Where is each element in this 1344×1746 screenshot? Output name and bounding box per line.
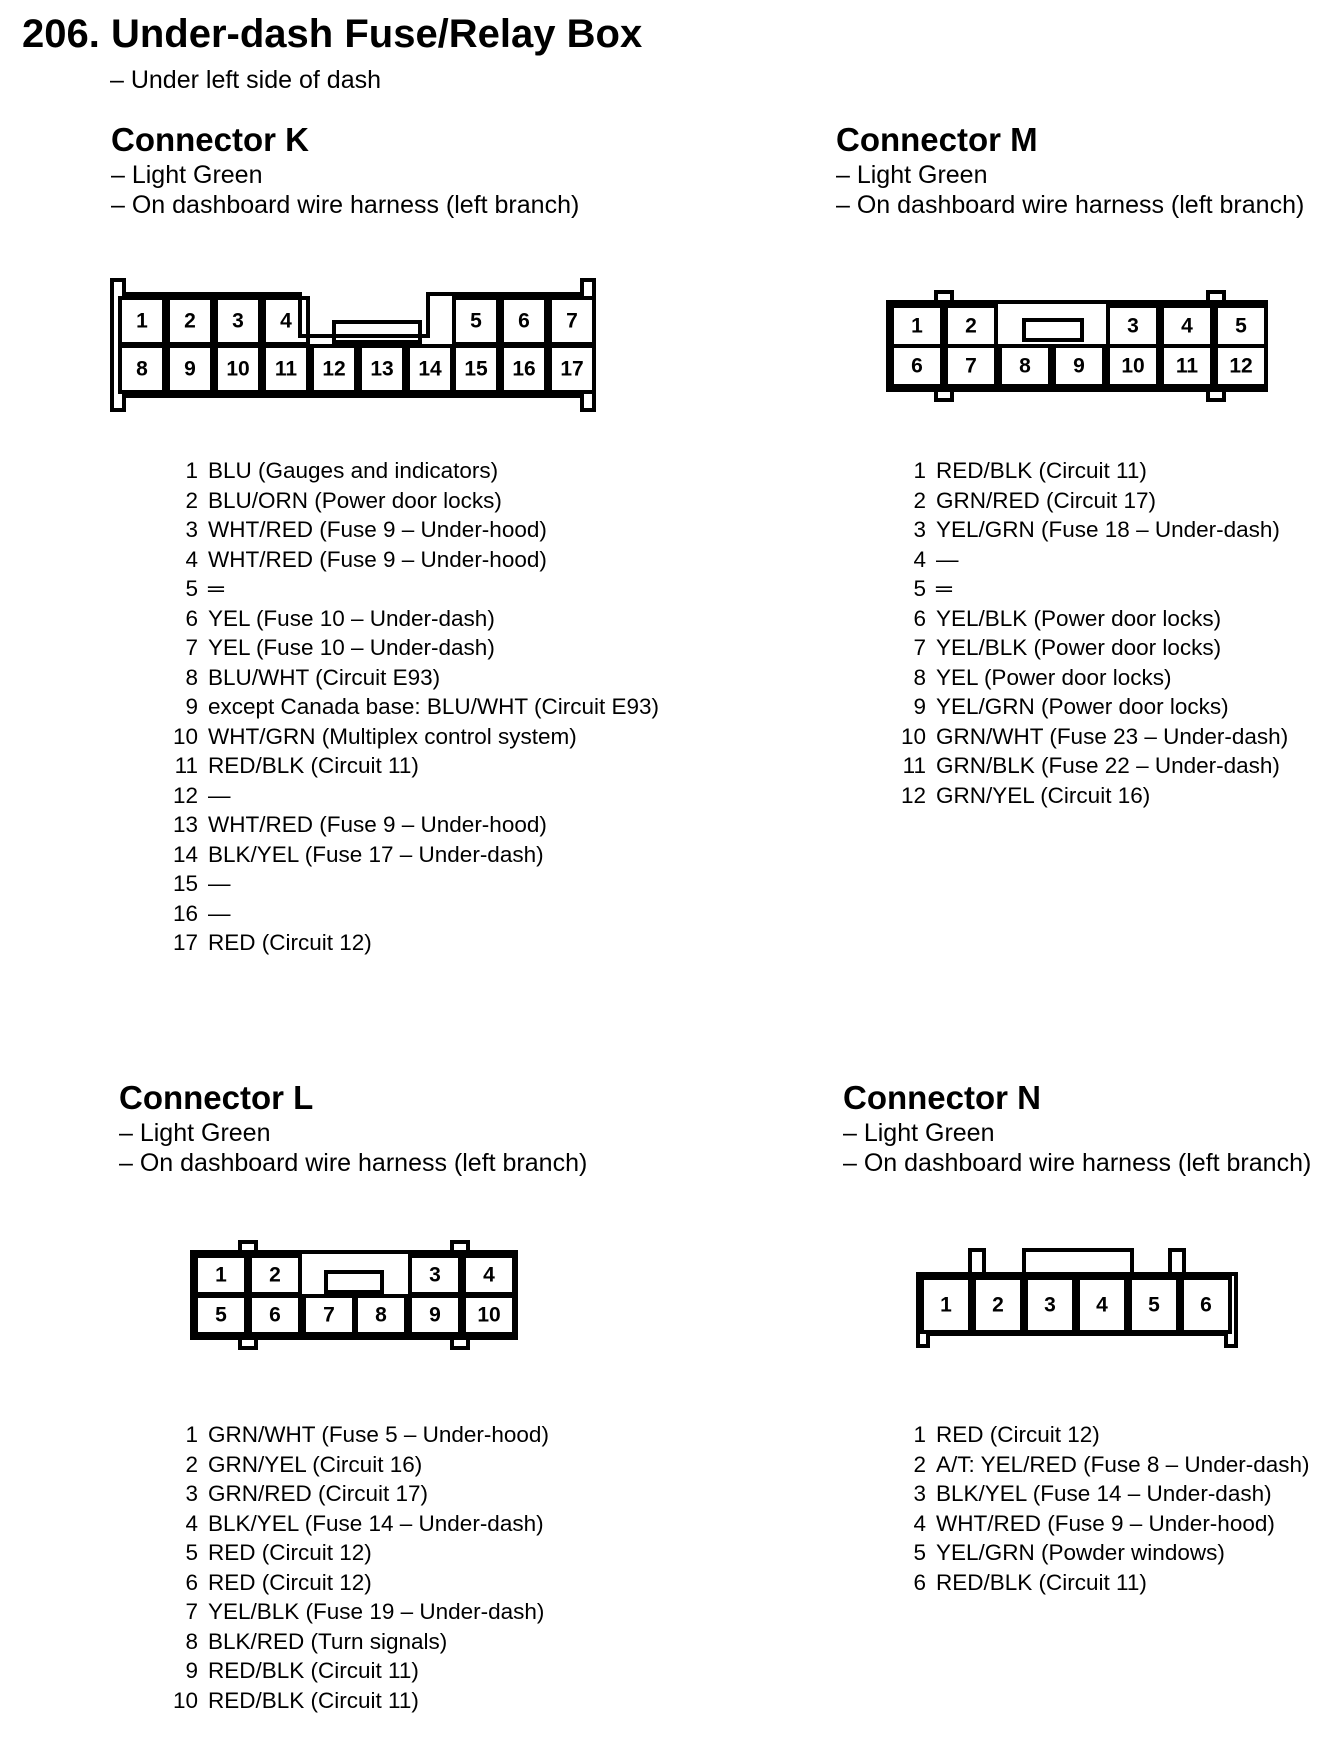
connector-k-pin-label: 7 (566, 309, 578, 333)
connector-k-pin-list (168, 456, 659, 958)
connector-l-pin-label: 10 (477, 1303, 501, 1327)
pin-item: 7 YEL (Fuse 10 – Under-dash) (185, 635, 495, 660)
pin-item: 4 — (913, 546, 959, 572)
pin-item: 7 YEL/BLK (Power door locks) (913, 635, 1222, 660)
connector-k-pin-label: 16 (512, 357, 536, 381)
pin-item: 2 BLU/ORN (Power door locks) (185, 487, 502, 513)
connector-l-harness: – On dashboard wire harness (left branch) (119, 1149, 588, 1177)
connector-l-section (119, 1078, 587, 1178)
pin-item: 4 WHT/RED (Fuse 9 – Under-hood) (185, 546, 547, 572)
connector-n-color: – Light Green (843, 1119, 995, 1147)
pin-item: 13 WHT/RED (Fuse 9 – Under-hood) (172, 812, 547, 837)
pin-item: 1 GRN/WHT (Fuse 5 – Under-hood) (185, 1422, 549, 1447)
pin-item: 6 YEL (Fuse 10 – Under-dash) (185, 605, 495, 631)
connector-m-lock-tab (1024, 320, 1082, 340)
page-title: 206. Under-dash Fuse/Relay Box (22, 12, 643, 56)
connector-l-latch (452, 1336, 468, 1348)
pin-item: 1 BLU (Gauges and indicators) (185, 458, 499, 483)
location-note: – Under left side of dash (110, 66, 381, 94)
pin-item: 9 except Canada base: BLU/WHT (Circuit E93) (185, 694, 660, 719)
connector-m-pin-label: 3 (1127, 314, 1139, 338)
pin-item: 3 YEL/GRN (Fuse 18 – Under-dash) (913, 517, 1280, 542)
connector-k-pin-label: 8 (136, 357, 148, 381)
connector-k-pin-label: 6 (518, 309, 530, 333)
pin-item: 10 WHT/GRN (Multiplex control system) (172, 723, 577, 749)
pin-item: 15 — (172, 871, 231, 896)
pin-item: 12 — (172, 782, 231, 808)
connector-m-latch (1208, 292, 1224, 304)
connector-k-color: – Light Green (111, 161, 263, 189)
connector-n-title: Connector N (843, 1079, 1041, 1116)
pin-item: 9 YEL/GRN (Power door locks) (913, 694, 1229, 719)
connector-l-diagram (188, 1236, 520, 1354)
pin-item: 6 RED (Circuit 12) (185, 1569, 372, 1595)
connector-l-pin-list (168, 1420, 549, 1715)
connector-l-pin-label: 4 (483, 1263, 495, 1287)
pin-item: 1 RED (Circuit 12) (913, 1422, 1100, 1447)
connector-m-harness: – On dashboard wire harness (left branch) (836, 191, 1305, 219)
connector-m-title: Connector M (836, 121, 1038, 158)
pin-item: 16 — (172, 900, 231, 926)
connector-l-pin-label: 9 (429, 1303, 441, 1327)
connector-m-latch (936, 292, 952, 304)
pin-item: 4 BLK/YEL (Fuse 14 – Under-dash) (185, 1510, 544, 1536)
pin-item: 8 BLU/WHT (Circuit E93) (185, 664, 441, 690)
connector-n-pin-label: 2 (992, 1293, 1004, 1317)
pin-item: 12 GRN/YEL (Circuit 16) (900, 782, 1151, 808)
connector-k-pin-label: 9 (184, 357, 196, 381)
connector-m-section (836, 120, 1304, 220)
connector-k-pin-label: 3 (232, 309, 244, 333)
connector-n-pin-list (896, 1420, 1310, 1597)
connector-l-latch (240, 1242, 256, 1254)
connector-l-pin-label: 8 (375, 1303, 387, 1327)
connector-m-pin-label: 10 (1121, 354, 1145, 378)
connector-k-pin-label: 4 (280, 309, 292, 333)
pin-item: 10 RED/BLK (Circuit 11) (172, 1687, 419, 1713)
connector-n-pin-label: 6 (1200, 1293, 1212, 1317)
connector-n-pin-label: 1 (940, 1293, 952, 1317)
connector-m-pin-label: 4 (1181, 314, 1193, 338)
connector-l-pin-label: 2 (269, 1263, 281, 1287)
pin-item: 2 GRN/RED (Circuit 17) (913, 487, 1157, 513)
pin-item: 1 RED/BLK (Circuit 11) (913, 458, 1147, 483)
pin-item: 4 WHT/RED (Fuse 9 – Under-hood) (913, 1510, 1275, 1536)
connector-l-latch (452, 1242, 468, 1254)
connector-m-pin-label: 8 (1019, 354, 1031, 378)
connector-m-pin-label: 1 (911, 314, 923, 338)
pin-item: 14 BLK/YEL (Fuse 17 – Under-dash) (172, 841, 544, 867)
pin-item: 3 WHT/RED (Fuse 9 – Under-hood) (185, 517, 547, 542)
connector-k-pin-label: 14 (418, 357, 442, 381)
connector-m-pin-label: 11 (1175, 354, 1199, 378)
connector-k-harness: – On dashboard wire harness (left branch) (111, 191, 580, 219)
connector-m-pin-label: 9 (1073, 354, 1085, 378)
connector-l-pin-label: 7 (323, 1303, 335, 1327)
connector-n-diagram (914, 1246, 1240, 1350)
connector-n-pin-label: 4 (1096, 1293, 1108, 1317)
pin-item: 5 ═ (185, 576, 224, 601)
connector-k-pin-label: 13 (370, 357, 394, 381)
connector-k-pin-label: 2 (184, 309, 196, 333)
connector-m-latch (936, 388, 952, 400)
connector-m-pin-label: 7 (965, 354, 977, 378)
pin-item: 5 RED (Circuit 12) (185, 1540, 372, 1565)
connector-l-pin-label: 1 (215, 1263, 227, 1287)
connector-k-section (111, 120, 579, 220)
connector-k-diagram (108, 276, 598, 414)
connector-m-latch (1208, 388, 1224, 400)
pin-item: 7 YEL/BLK (Fuse 19 – Under-dash) (185, 1599, 545, 1624)
pin-item: 17 RED (Circuit 12) (172, 930, 372, 955)
connector-k-pin-label: 15 (464, 357, 488, 381)
connector-m-pin-label: 2 (965, 314, 977, 338)
connector-m-pin-label: 5 (1235, 314, 1247, 338)
connector-k-pin-label: 12 (322, 357, 346, 381)
connector-l-lock-tab (326, 1272, 382, 1292)
connector-n-harness: – On dashboard wire harness (left branch) (843, 1149, 1312, 1177)
pin-item: 9 RED/BLK (Circuit 11) (185, 1658, 419, 1683)
connector-m-pin-label: 12 (1229, 354, 1253, 378)
connector-m-pin-label: 6 (911, 354, 923, 378)
connector-m-pin-list (896, 456, 1288, 810)
connector-k-title: Connector K (111, 121, 309, 158)
pin-item: 2 GRN/YEL (Circuit 16) (185, 1451, 423, 1477)
connector-l-pin-label: 5 (215, 1303, 227, 1327)
connector-l-latch (240, 1336, 256, 1348)
connector-k-pin-label: 17 (560, 357, 584, 381)
pin-item: 6 RED/BLK (Circuit 11) (913, 1569, 1147, 1595)
connector-n-pin-label: 3 (1044, 1293, 1056, 1317)
pin-item: 5 YEL/GRN (Powder windows) (913, 1540, 1225, 1565)
connector-m-color: – Light Green (836, 161, 988, 189)
pin-item: 3 BLK/YEL (Fuse 14 – Under-dash) (913, 1481, 1272, 1506)
pin-item: 3 GRN/RED (Circuit 17) (185, 1481, 429, 1506)
connector-k-lock-tab (334, 322, 420, 342)
connector-k-pin-label: 1 (136, 309, 148, 333)
connector-l-title: Connector L (119, 1079, 314, 1116)
connector-l-pin-label: 6 (269, 1303, 281, 1327)
pin-item: 6 YEL/BLK (Power door locks) (913, 605, 1222, 631)
pin-item: 2 A/T: YEL/RED (Fuse 8 – Under-dash) (913, 1451, 1310, 1477)
pin-item: 11 RED/BLK (Circuit 11) (174, 753, 419, 778)
pin-item: 11 GRN/BLK (Fuse 22 – Under-dash) (902, 753, 1280, 778)
pin-item: 8 YEL (Power door locks) (913, 664, 1172, 690)
connector-l-pin-label: 3 (429, 1263, 441, 1287)
pin-item: 8 BLK/RED (Turn signals) (185, 1628, 448, 1654)
connector-k-pin-label: 11 (274, 357, 298, 381)
connector-m-diagram (884, 286, 1270, 406)
connector-l-color: – Light Green (119, 1119, 271, 1147)
connector-k-pin-label: 10 (226, 357, 250, 381)
connector-n-section (843, 1078, 1311, 1178)
pin-item: 10 GRN/WHT (Fuse 23 – Under-dash) (900, 723, 1289, 749)
connector-k-pin-label: 5 (470, 309, 482, 333)
pin-item: 5 ═ (913, 576, 952, 601)
connector-n-pin-label: 5 (1148, 1293, 1160, 1317)
